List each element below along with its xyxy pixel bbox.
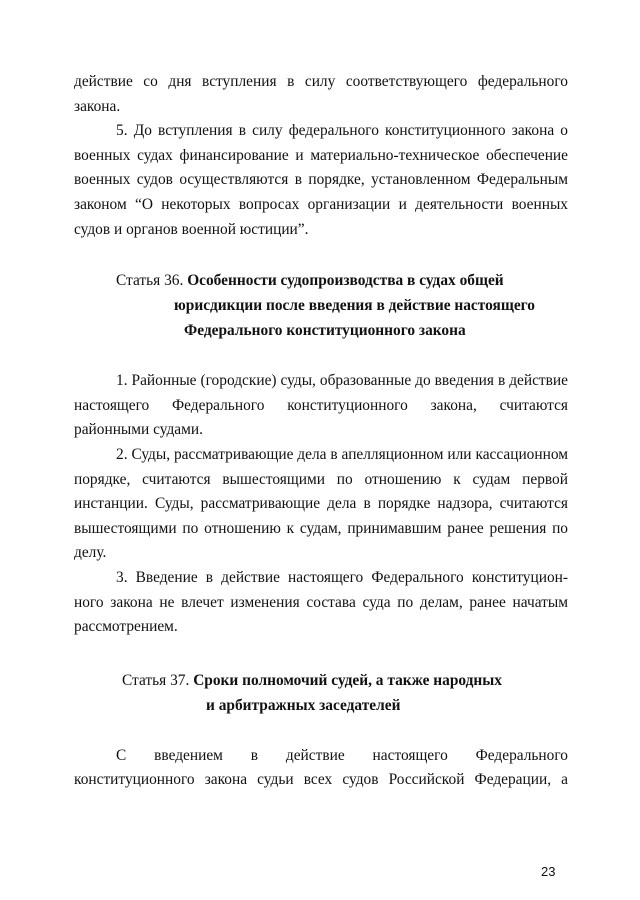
paragraph-5: 5. До вступления в силу федерального конституционного закона о военных судах финансирование и материально-техническое обеспечение военных судов осуществляются в порядке, установленном Федеральным законом “О некоторых вопросах организации и деятельности военных судов и органов военной юстиции”. [74, 122, 568, 238]
continued-paragraph: действие со дня вступления в силу соответствующего федерального закона. [74, 73, 568, 115]
article-36-heading [74, 268, 568, 343]
article-36-paragraph-3: 3. Введение в действие настоящего Федерального конституцион-ного закона не влечет изменения состава суда по делам, ранее начатым рассмотрением. [74, 568, 568, 636]
article-37-paragraph-1: С введением в действие настоящего Федерального конституционного закона судьи всех судов Российской Федерации, а [74, 746, 568, 789]
article-36-title-line-2: юрисдикции после введения в действие настоящего [174, 297, 535, 315]
article-36-paragraph-1: 1. Районные (городские) суды, образованные до введения в действие настоящего Федерального конституционного закона, считаются районными судами. [74, 372, 568, 439]
article-37-title-line-1: Сроки полномочий судей, а также народных [193, 671, 503, 689]
article-37-heading [74, 668, 568, 718]
article-36-paragraph-2: 2. Суды, рассматривающие дела в апелляционном или кассационном порядке, считаются вышестоящими по отношению к судам первой инстанции. Суды, рассматривающие дела в порядке надзора, считаются вышестоящими по отношению к судам, принимавшим ранее решения по делу. [74, 445, 568, 562]
article-36-label: Статья 36. [116, 272, 184, 290]
page-number: 23 [541, 864, 556, 879]
article-36-title-line-3: Федерального конституционного закона [184, 322, 466, 340]
document-page [74, 70, 568, 793]
article-36-title-line-1: Особенности судопроизводства в судах общей [187, 272, 504, 290]
article-37-title-line-2: и арбитражных заседателей [206, 696, 401, 714]
article-37-label: Статья 37. [122, 671, 190, 689]
